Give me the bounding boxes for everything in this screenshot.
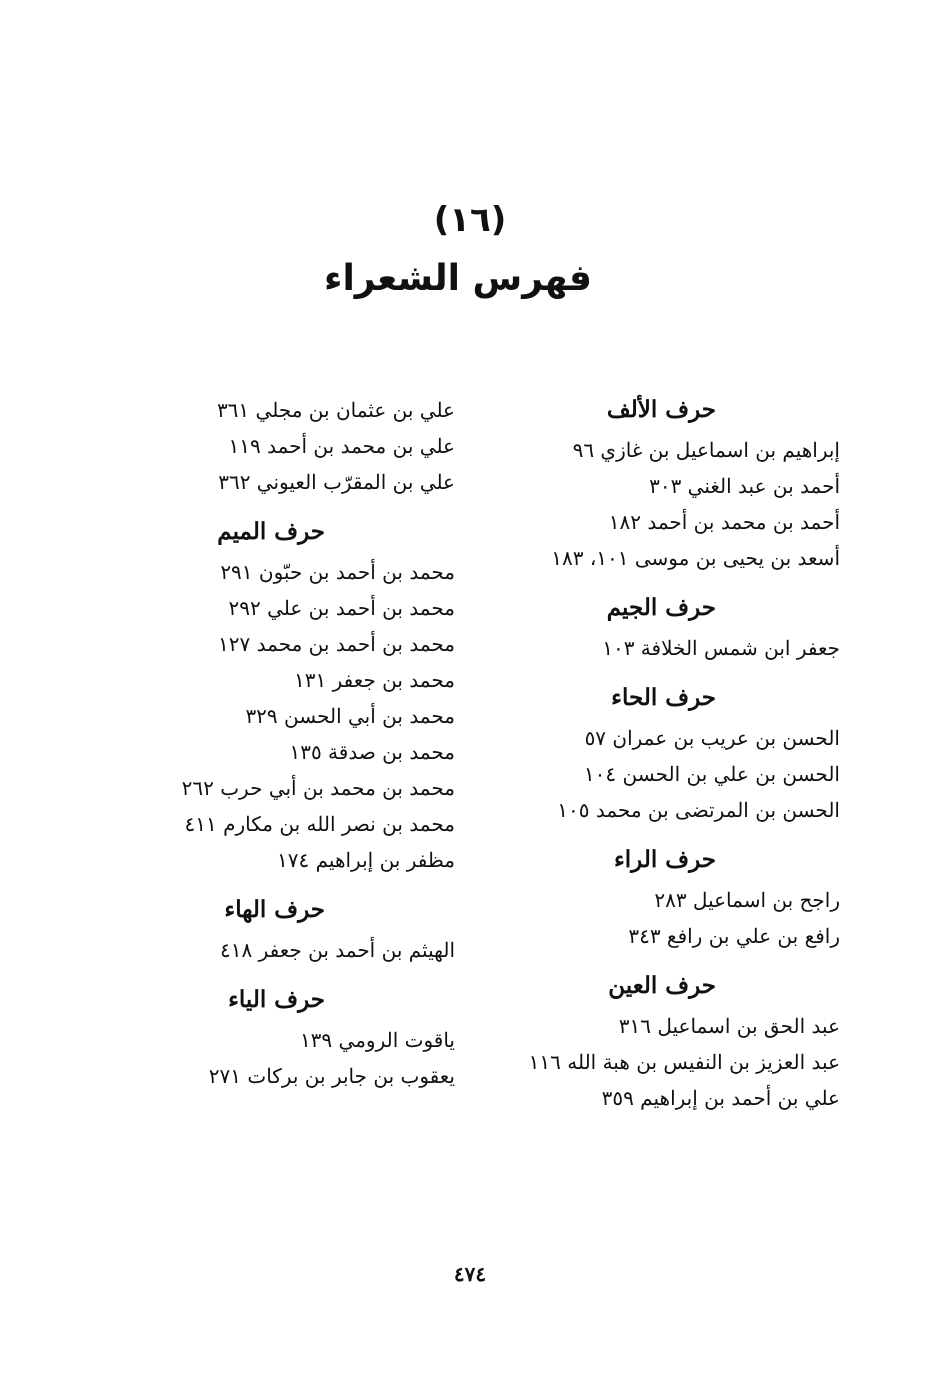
poet-entry: جعفر ابن شمس الخلافة ١٠٣ <box>602 636 840 660</box>
poet-entry: راجح بن اسماعيل ٢٨٣ <box>654 888 840 912</box>
poet-entry: أسعد بن يحيى بن موسى ١٠١، ١٨٣ <box>551 546 840 570</box>
poet-entry: الهيثم بن أحمد بن جعفر ٤١٨ <box>220 938 455 962</box>
poet-entry: الحسن بن علي بن الحسن ١٠٤ <box>583 762 840 786</box>
poet-entry: محمد بن جعفر ١٣١ <box>294 668 455 692</box>
letter-heading: حرف الراء <box>613 846 716 873</box>
poet-entry: محمد بن أحمد بن محمد ١٢٧ <box>218 632 455 656</box>
poet-entry: يعقوب بن جابر بن بركات ٢٧١ <box>208 1064 455 1088</box>
letter-heading: حرف الهاء <box>224 896 325 923</box>
poet-entry: ياقوت الرومي ١٣٩ <box>299 1028 455 1052</box>
poet-entry: علي بن محمد بن أحمد ١١٩ <box>228 434 455 458</box>
poet-entry: الحسن بن المرتضى بن محمد ١٠٥ <box>557 798 840 822</box>
poet-entry: محمد بن محمد بن أبي حرب ٢٦٢ <box>181 776 455 800</box>
index-column-right <box>520 392 840 1116</box>
letter-heading: حرف الحاء <box>611 684 716 711</box>
poet-entry: محمد بن أحمد بن علي ٢٩٢ <box>228 596 455 620</box>
poet-entry: عبد العزيز بن النفيس بن هبة الله ١١٦ <box>528 1050 840 1074</box>
letter-heading: حرف الميم <box>217 518 325 545</box>
poet-entry: محمد بن أحمد بن حبّون ٢٩١ <box>220 560 455 584</box>
section-number: (١٦) <box>433 200 507 240</box>
letter-heading: حرف الألف <box>606 396 716 423</box>
poet-entry: محمد بن نصر الله بن مكارم ٤١١ <box>184 812 455 836</box>
index-column-left <box>155 392 455 1094</box>
poet-entry: الحسن بن عريب بن عمران ٥٧ <box>584 726 840 750</box>
poet-entry: محمد بن صدقة ١٣٥ <box>289 740 455 764</box>
poet-entry: عبد الحق بن اسماعيل ٣١٦ <box>618 1014 840 1038</box>
letter-heading: حرف العين <box>608 972 716 999</box>
poet-entry: علي بن أحمد بن إبراهيم ٣٥٩ <box>601 1086 840 1110</box>
poet-entry: مظفر بن إبراهيم ١٧٤ <box>277 848 455 872</box>
poet-entry: إبراهيم بن اسماعيل بن غازي ٩٦ <box>572 438 840 462</box>
poet-entry: محمد بن أبي الحسن ٣٢٩ <box>245 704 455 728</box>
poet-entry: علي بن المقرّب العيوني ٣٦٢ <box>218 470 455 494</box>
letter-heading: حرف الجيم <box>606 594 716 621</box>
poet-entry: أحمد بن محمد بن أحمد ١٨٢ <box>608 510 840 534</box>
page-number: ٤٧٤ <box>453 1262 487 1286</box>
poet-entry: أحمد بن عبد الغني ٣٠٣ <box>649 474 840 498</box>
letter-heading: حرف الياء <box>228 986 325 1013</box>
poet-entry: علي بن عثمان بن مجلي ٣٦١ <box>216 398 455 422</box>
page-title: فهرس الشعراء <box>324 258 592 299</box>
poet-entry: رافع بن علي بن رافع ٣٤٣ <box>628 924 840 948</box>
